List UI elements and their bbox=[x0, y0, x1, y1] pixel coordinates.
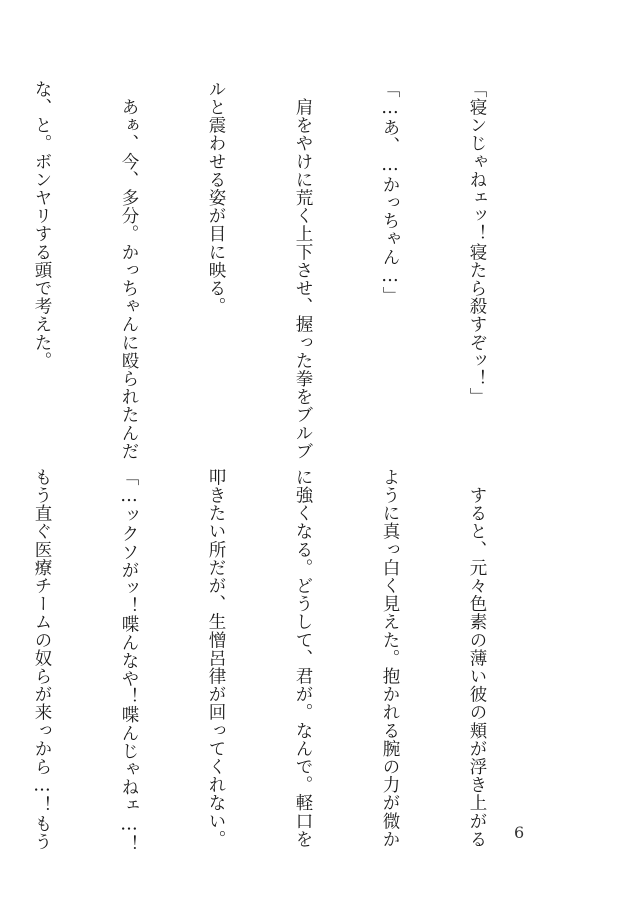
text-line: もう直ぐ医療チームの奴らが来っから…！もう bbox=[32, 468, 52, 851]
text-line: すると、元々色素の薄い彼の頬が浮き上がる bbox=[467, 468, 487, 849]
page-number: 6 bbox=[514, 823, 525, 842]
text-line: ルと震わせる姿が目に映る。 bbox=[206, 80, 226, 316]
text-line: な、と。ボンヤリする頭で考えた。 bbox=[32, 80, 52, 370]
text-block-bottom bbox=[32, 468, 549, 854]
text-line: に強くなる。どうして、君が。なんで。軽口を bbox=[293, 468, 313, 849]
text-line: ように真っ白く見えた。抱かれる腕の力が微か bbox=[380, 468, 400, 849]
text-line: 叩きたい所だが、生憎呂律が回ってくれない。 bbox=[206, 468, 226, 849]
text-block-top bbox=[32, 80, 549, 461]
text-line: 「寝ンじゃねェッ！寝たら殺すぞッ！」 bbox=[467, 80, 487, 406]
text-line: 「…ックソがッ！喋んなや！喋んじゃねェ…！ bbox=[119, 468, 139, 854]
text-line: 「…あ、…かっちゃん…」 bbox=[380, 80, 400, 305]
text-line: あぁ、今、多分。かっちゃんに殴られたんだ bbox=[119, 80, 139, 461]
text-line: 肩をやけに荒く上下させ、握った拳をブルブ bbox=[293, 80, 313, 461]
